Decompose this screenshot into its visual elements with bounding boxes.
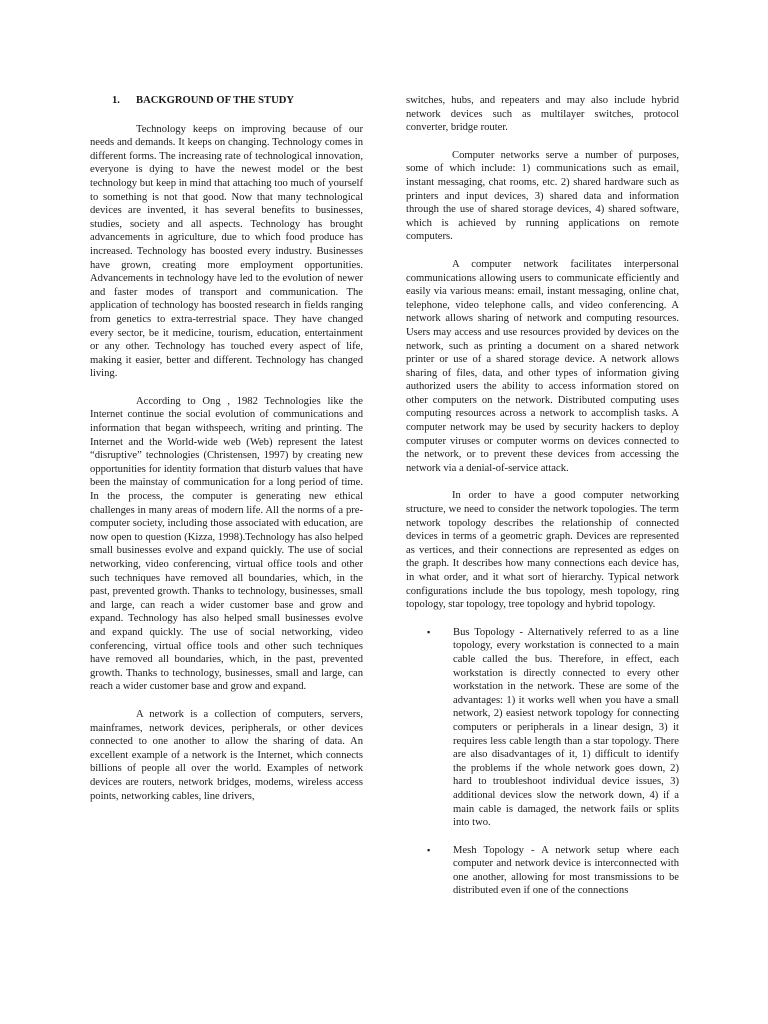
left-column [90,94,363,817]
paragraph-ong: According to Ong , 1982 Technologies like the Internet continue the social evolution of communications and information that began withspeech, writing and printing. The Internet and the World-wide web (Web) represent the latest “disruptive” technologies (Christensen, 1997) by creating new opportunities for identity formation that disturb values that have been the mainstay of communication for a long period of time. In the process, the computer is generating new ethical challenges in many areas of modern life. All the norms of a pre-computer society, including those associated with education, are now open to question (Kizza, 1998).Technology has also helped small businesses evolve and expand quickly. The use of social networking, video conferencing, virtual office tools and other such techniques have removed all boundaries, which, in the past, prevented growth. Thanks to technology, businesses, small and large, can reach a wider customer base and grow and expand. Technology has also helped small businesses evolve and expand quickly. The use of social networking, video conferencing, virtual office tools and other such techniques have removed all boundaries, which, in the past, prevented growth. Thanks to technology, businesses, small and large, can reach a wider customer base and grow and expand. [90,395,363,693]
section-number: 1. [112,95,120,106]
paragraph-network-communications: A computer network facilitates interpersonal communications allowing users to communicate efficiently and easily via various means: email, instant messaging, online chat, telephone, video telephone calls, and video conferencing. A network allows sharing of network and computing resources. Users may access and use resources provided by devices on the network, such as printing a document on a shared network printer or use of a shared storage device. A network allows sharing of files, data, and other types of information giving authorized users the ability to access information stored on other computers on the network. Distributed computing uses computing resources across a network to accomplish tasks. A computer network may be used by security hackers to deploy computer viruses or computer worms on devices connected to the network, or to prevent these devices from accessing the network via a denial-of-service attack. [406,258,679,474]
section-title: BACKGROUND OF THE STUDY [136,95,295,106]
paragraph-network-definition: A network is a collection of computers, servers, mainframes, network devices, peripherals, or other devices connected to one another to allow the sharing of data. An excellent example of a network is the Internet, which connects billions of people all over the world. Examples of network devices are routers, network bridges, modems, wireless access points, networking cables, line drivers, [90,708,363,802]
bullet-icon: ▪ [427,844,431,855]
topology-list [406,626,679,898]
paragraph-network-purposes: Computer networks serve a number of purposes, some of which include: 1) communications such as email, instant messaging, chat rooms, etc. 2) shared hardware such as printers and input devices, 3) shared data and information through the use of shared storage devices, 4) shared software, which is achieved by running applications on remote computers. [406,149,679,243]
paragraph-continuation: switches, hubs, and repeaters and may also include hybrid network devices such as multilayer switches, protocol converter, bridge router. [406,95,679,134]
list-item [406,626,679,830]
bullet-icon: ▪ [427,626,431,637]
right-column [406,94,679,912]
paragraph-topologies: In order to have a good computer networking structure, we need to consider the network topologies. The term network topology describes the relationship of connected devices in terms of a geometric graph. Devices are represented as vertices, and their connections are represented as edges on the graph. It describes how many connections each device has, in what order, and it what sort of hierarchy. Typical network configurations include the bus topology, mesh topology, ring topology, star topology, tree topology and hybrid topology. [406,490,679,611]
list-item-text: Bus Topology - Alternatively referred to as a line topology, every workstation is connected to a main cable called the bus. Therefore, in effect, each workstation is directly connected to every other workstation in the network. These are some of the advantages: 1) it works well when you have a small network, 2) easiest network topology for connecting computers or peripherals in a linear design, 3) it requires less cable length than a star topology. There are also disadvantages of it, 1) difficult to identify the problems if the whole network goes down, 2) hard to troubleshoot individual device issues, 3) additional devices slow the network down, 4) if a main cable is damaged, the network fails or splits into two. [453,626,679,829]
list-item [406,844,679,898]
paragraph-technology: Technology keeps on improving because of our needs and demands. It keeps on changing. Technology comes in different forms. The increasing rate of technological innovation, everyone is dying to have the newest model or the best technology but keep in mind that attaching too much of yourself to something is not that good. Now that many technological devices are invented, it has several benefits to businesses, studies, society and all aspects. Technology has brought advancements in agriculture, due to which food produce has increased. Technology has boosted every industry. Businesses have grown, creating more employment opportunities. Advancements in technology have led to the evolution of newer and faster modes of transport and communication. The application of technology has boosted research in fields ranging from genetics to extra-terrestrial space. They have changed every sector, be it medicine, tourism, education, entertainment or any other. Technology has touched every aspect of life, making it easier, better and different. Technology has changed living. [90,123,363,380]
list-item-text: Mesh Topology - A network setup where each computer and network device is interconnected with one another, allowing for most transmissions to be distributed even if one of the connections [453,844,679,897]
section-heading [90,94,363,108]
